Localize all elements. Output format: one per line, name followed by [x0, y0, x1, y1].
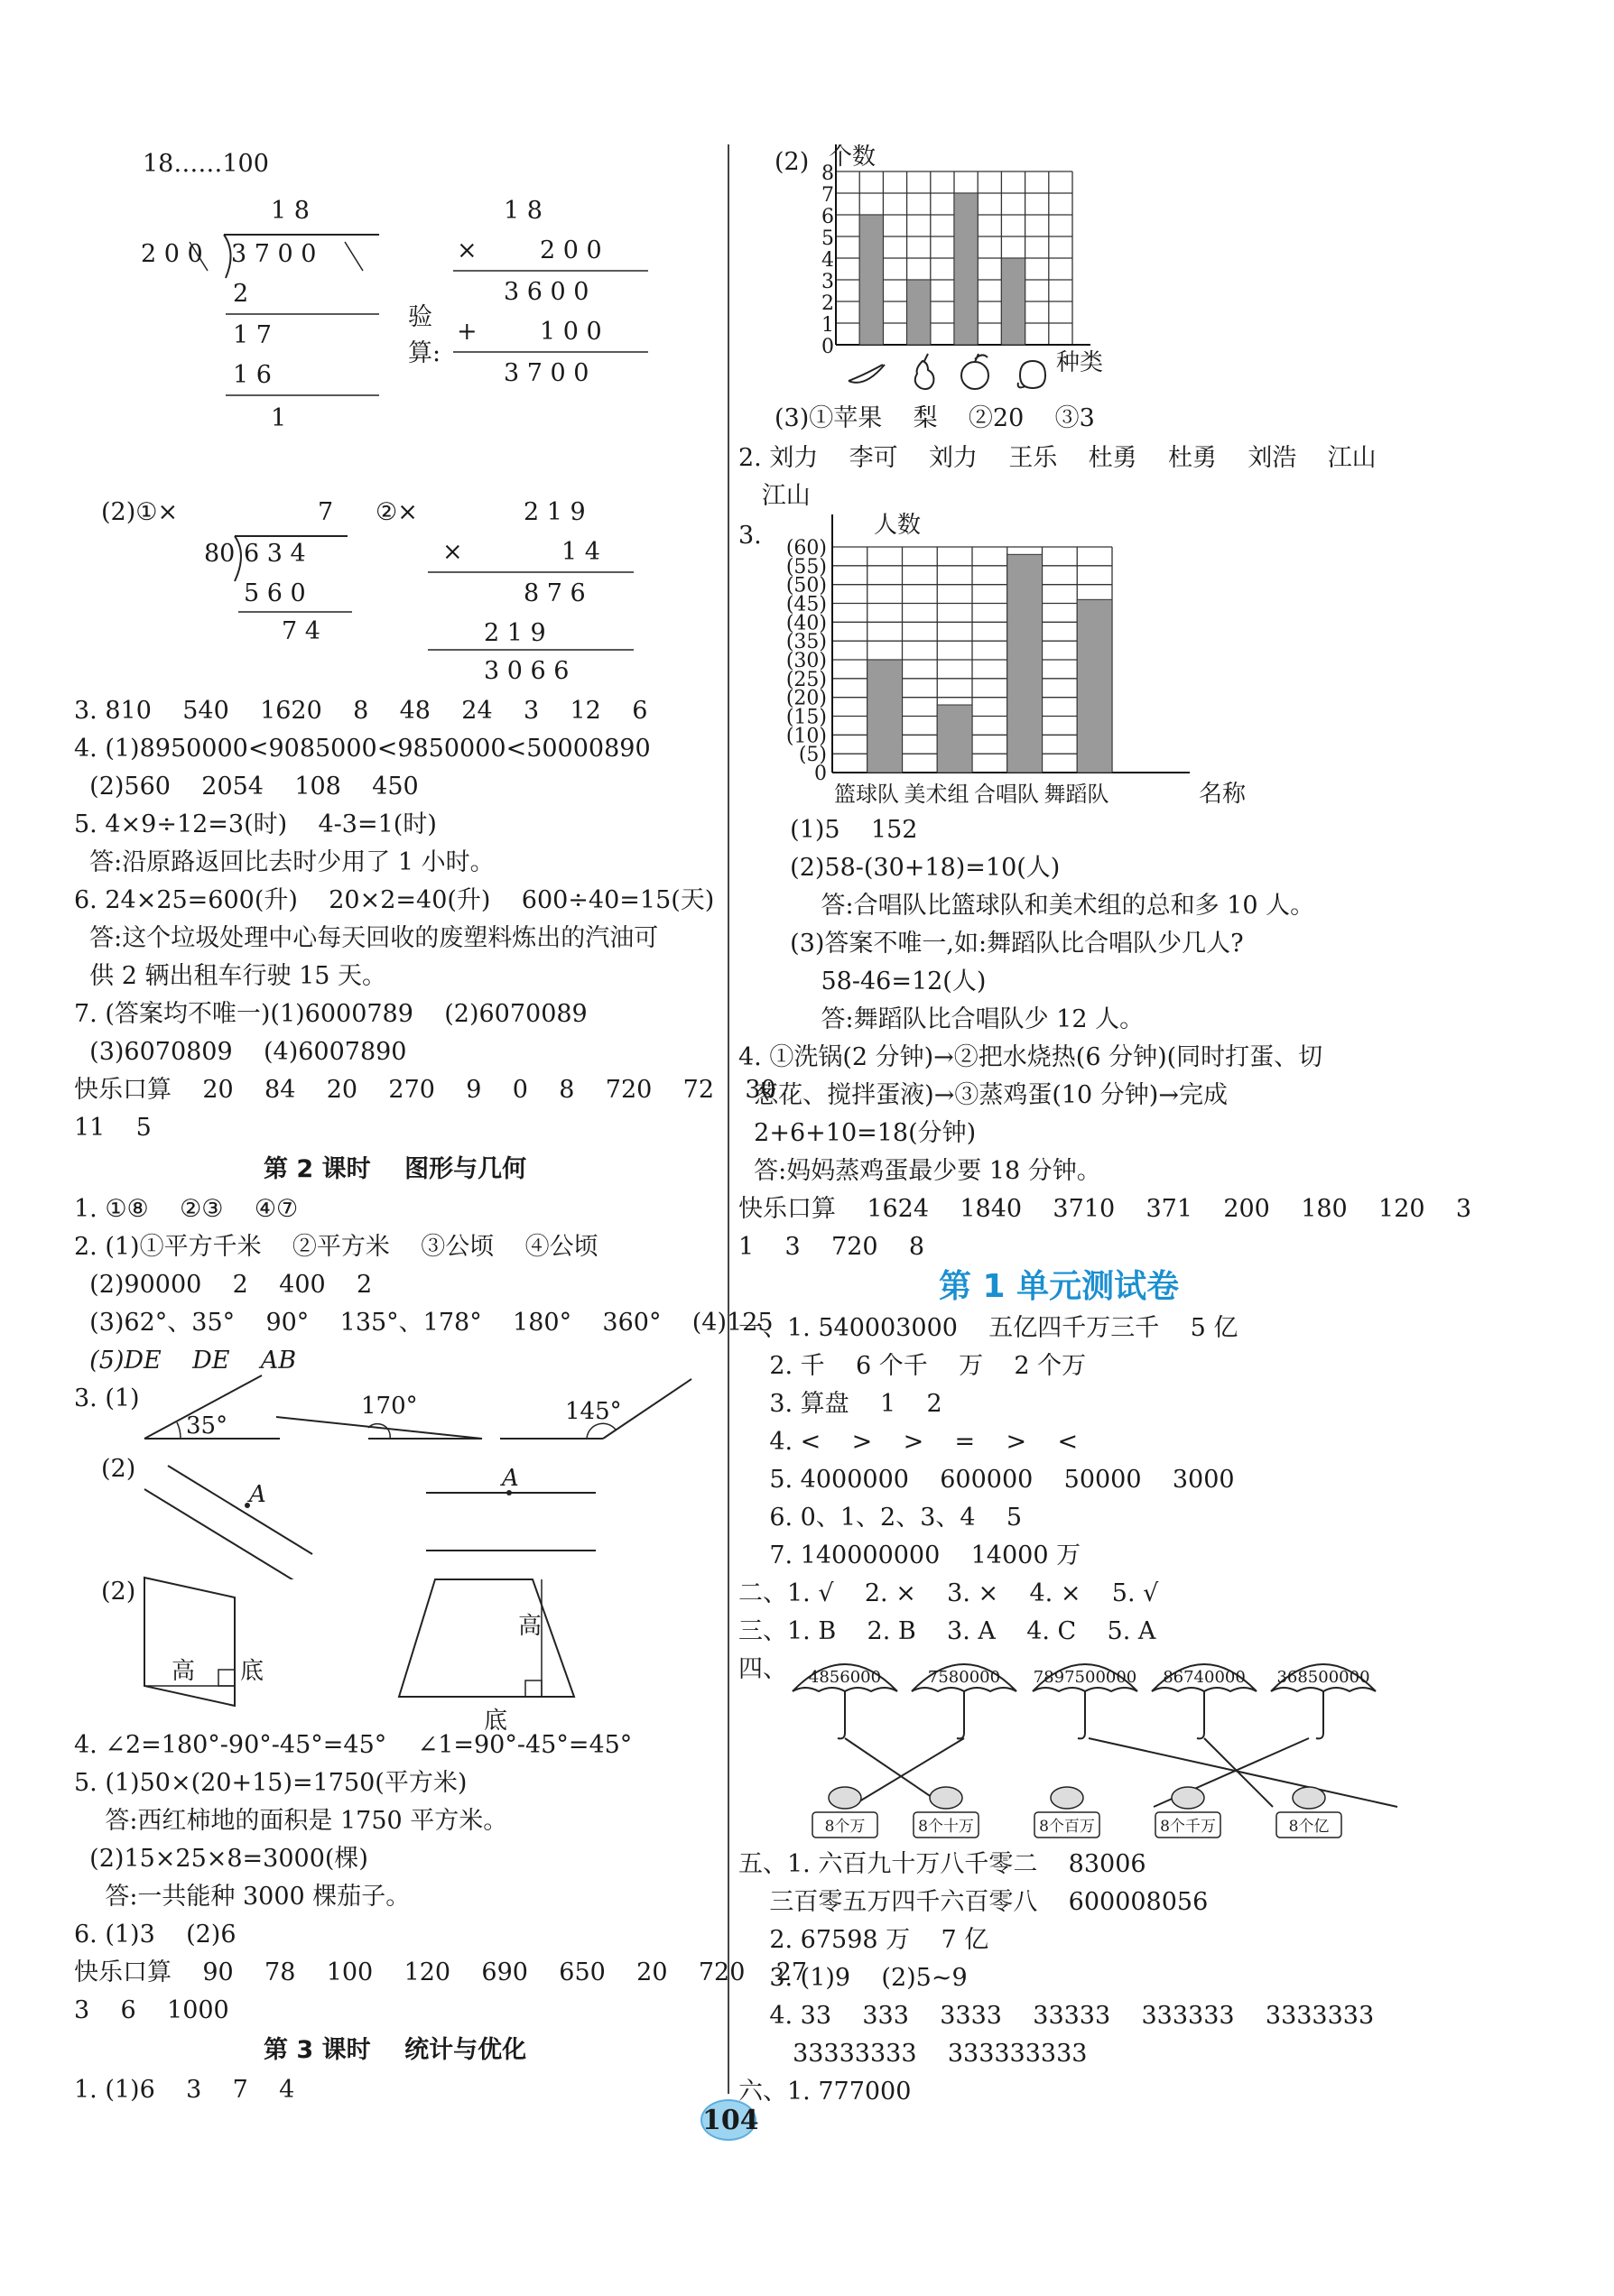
chart1-ytick: 8 — [821, 162, 834, 185]
line-g4: 4. ∠2=180°-90°-45°=45° ∠1=90°-45°=45° — [74, 1731, 633, 1759]
check-b: 2 0 0 — [540, 236, 602, 264]
chart2-category-label: 篮球队 — [834, 782, 899, 807]
line-t5-3: 3. (1)9 (2)5~9 — [738, 1964, 968, 1992]
chart2-category-label: 美术组 — [904, 782, 969, 807]
lesson-heading-2: 第 2 课时 图形与几何 — [264, 1155, 527, 1183]
div1-r2: 1 7 — [233, 321, 272, 349]
line-r4-cont: 葱花、搅拌蛋液)→③蒸鸡蛋(10 分钟)→完成 — [738, 1081, 1228, 1109]
line-7-cont: (3)6070809 (4)6007890 — [74, 1038, 407, 1066]
apple-icon — [961, 354, 988, 389]
chart2-ytick: (25) — [785, 668, 827, 691]
verify-multiplication — [404, 190, 666, 397]
animal-icon — [930, 1787, 962, 1809]
point-a-2: A — [502, 1465, 519, 1492]
chart2-xlabel: 名称 — [1199, 781, 1247, 808]
chart2-bar — [1077, 599, 1112, 773]
height-drawings — [135, 1570, 605, 1733]
div1-r3: 1 6 — [233, 361, 272, 389]
line-t5-2: 2. 67598 万 7 亿 — [738, 1926, 989, 1954]
line-t1-4: 4. < > > = > < — [738, 1428, 1079, 1456]
line-t5-1-b: 三百零五万四千六百零八 600008056 — [738, 1888, 1209, 1916]
line-r2-cont: 江山 — [738, 482, 811, 510]
chart1-ytick: 7 — [821, 184, 834, 207]
line-g-mental-cont: 3 6 1000 — [74, 1996, 229, 2024]
chart2-bar — [867, 660, 903, 773]
animal-icon — [1293, 1787, 1325, 1809]
line-range: 18……100 — [143, 150, 269, 178]
line-g5-2: (2)15×25×8=3000(棵) — [74, 1845, 368, 1873]
lesson-heading-3: 第 3 课时 统计与优化 — [264, 2036, 527, 2064]
mul2-e: 3 0 6 6 — [484, 657, 570, 685]
div2-divisor: 80 — [204, 540, 236, 568]
umbrella-number: 4856000 — [808, 1668, 882, 1687]
chart2-category-label: 合唱队 — [974, 782, 1039, 807]
line-t1-1: 一、1. 540003000 五亿四千万三千 5 亿 — [738, 1314, 1238, 1342]
mul2-c: 8 7 6 — [524, 579, 586, 607]
line-t5-4: 4. 33 333 3333 33333 333333 3333333 — [738, 2002, 1375, 2030]
line-r4: 4. ①洗锅(2 分钟)→②把水烧热(6 分钟)(同时打蛋、切 — [738, 1043, 1323, 1071]
div1-divisor: 2 0 0 — [141, 240, 203, 268]
line-r3-3-answer: 答:舞蹈队比合唱队少 12 人。 — [775, 1005, 1145, 1033]
check-e: 3 7 0 0 — [504, 359, 589, 387]
animal-icon — [1051, 1787, 1083, 1809]
fruit-icons — [849, 354, 1045, 389]
line-g-mental: 快乐口算 90 78 100 120 690 650 20 720 27 — [74, 1958, 808, 1986]
line-t1-3: 3. 算盘 1 2 — [738, 1390, 942, 1418]
chart2-ytick: (60) — [785, 537, 827, 560]
chart2-bar — [937, 705, 972, 773]
line-r3-3: (3)答案不唯一,如:舞蹈队比合唱队少几人? — [775, 930, 1244, 958]
umbrella — [1152, 1664, 1257, 1738]
right-column — [731, 0, 1614, 2296]
umbrella-number: 7580000 — [927, 1668, 1001, 1687]
check-op1: × — [457, 236, 478, 264]
chart1-xlabel: 种类 — [1056, 349, 1104, 376]
chart1-bar — [1001, 258, 1025, 345]
chart2-ytick: 0 — [814, 763, 827, 785]
line-2-1-label: (2)①× — [101, 498, 179, 526]
line-t1-2: 2. 千 6 个千 万 2 个万 — [738, 1352, 1087, 1380]
chart2-ytick: (15) — [785, 706, 827, 729]
line-t1-7: 7. 140000000 14000 万 — [738, 1541, 1081, 1569]
parallelogram-base-label: 底 — [240, 1658, 264, 1685]
chart1-ytick: 4 — [821, 249, 834, 272]
line-g3-2: (2) — [101, 1455, 136, 1483]
tag-label: 8个千万 — [1160, 1818, 1216, 1836]
animal-tag — [1034, 1787, 1099, 1838]
chart2-ytick: (5) — [798, 744, 827, 767]
div1-quotient: 1 8 — [271, 197, 310, 225]
animal-tag — [1155, 1787, 1220, 1838]
chart2-label: 3. — [738, 522, 762, 550]
line-t4: 四、 — [738, 1655, 787, 1683]
line-g5-2-answer: 答:一共能种 3000 棵茄子。 — [74, 1883, 411, 1911]
line-5: 5. 4×9÷12=3(时) 4-3=1(时) — [74, 810, 437, 838]
unit-test-title: 第 1 单元测试卷 — [939, 1268, 1180, 1305]
div2-quotient: 7 — [318, 498, 334, 526]
trapezoid-base-label: 底 — [484, 1708, 508, 1733]
angle-35: 35° — [186, 1412, 228, 1440]
chart1-bar — [859, 215, 883, 345]
umbrella-handle — [1078, 1691, 1085, 1738]
animal-tag — [812, 1787, 877, 1838]
animal-tag — [914, 1787, 979, 1838]
umbrella — [1033, 1664, 1137, 1738]
chart2-ytick: (45) — [785, 593, 827, 616]
line-6: 6. 24×25=600(升) 20×2=40(升) 600÷40=15(天) — [74, 886, 715, 914]
line-mental-math-cont: 11 5 — [74, 1114, 152, 1142]
check-label-2: 算: — [408, 339, 441, 367]
line-mental-math: 快乐口算 20 84 20 270 9 0 8 720 72 30 — [74, 1076, 776, 1104]
animal-icon — [1172, 1787, 1204, 1809]
animal-icon — [829, 1787, 861, 1809]
line-t1-6: 6. 0、1、2、3、4 5 — [738, 1504, 1023, 1532]
tag-label: 8个十万 — [918, 1818, 974, 1836]
mul2-a: 2 1 9 — [524, 498, 586, 526]
point-a-1: A — [249, 1481, 266, 1508]
line-g6: 6. (1)3 (2)6 — [74, 1921, 237, 1949]
chart2-ylabel: 人数 — [874, 512, 922, 539]
line-g5-answer: 答:西红柿地的面积是 1750 平方米。 — [74, 1807, 508, 1835]
line-r-mental-cont: 1 3 720 8 — [738, 1233, 925, 1261]
umbrella-handle — [957, 1691, 964, 1738]
chart1-ytick: 3 — [821, 271, 834, 293]
line-t6: 六、1. 777000 — [738, 2078, 912, 2106]
mul2-op: × — [442, 538, 463, 566]
div1-r1: 2 — [233, 280, 249, 308]
chart1-ytick: 5 — [821, 227, 834, 250]
line-4-2: (2)560 2054 108 450 — [74, 773, 419, 801]
mul2-b: 1 4 — [561, 538, 600, 566]
line-r3-3-calc: 58-46=12(人) — [775, 967, 987, 995]
div1-r4: 1 — [271, 404, 287, 432]
parallel-lines-drawing — [135, 1453, 605, 1579]
line-7: 7. (答案均不唯一)(1)6000789 (2)6070089 — [74, 1000, 588, 1028]
long-division-1 — [135, 190, 406, 442]
umbrella-matching-diagram — [787, 1648, 1563, 1847]
mul2-d: 2 1 9 — [484, 619, 546, 647]
umbrella-number: 7897500000 — [1033, 1668, 1137, 1687]
chart2-ytick: (55) — [785, 555, 827, 579]
peach-icon — [1018, 361, 1045, 388]
long-division-2 — [199, 495, 379, 653]
chart2-ytick: (30) — [785, 650, 827, 672]
check-op2: + — [457, 318, 478, 346]
chart2-bar — [1007, 554, 1043, 773]
div1-dividend: 3 7 0 0 — [231, 240, 317, 268]
angle-145: 145° — [565, 1398, 622, 1425]
line-5-answer: 答:沿原路返回比去时少用了 1 小时。 — [74, 848, 495, 876]
check-a: 1 8 — [504, 197, 543, 225]
line-g3: 3. (1) — [74, 1384, 140, 1412]
group-bar-chart — [776, 511, 1264, 809]
fruit-bar-chart — [789, 144, 1150, 397]
check-c: 3 6 0 0 — [504, 278, 589, 306]
umbrella — [912, 1664, 1016, 1738]
line-r-mental: 快乐口算 1624 1840 3710 371 200 180 120 3 — [738, 1195, 1472, 1223]
umbrella — [793, 1664, 897, 1738]
umbrella-number: 368500000 — [1276, 1668, 1370, 1687]
line-t1-5: 5. 4000000 600000 50000 3000 — [738, 1466, 1235, 1494]
chart1-ytick: 1 — [821, 314, 834, 337]
line-g3-3: (2) — [101, 1578, 136, 1606]
check-label-1: 验 — [408, 303, 432, 331]
line-g1: 1. ①⑧ ②③ ④⑦ — [74, 1195, 299, 1223]
line-s1: 1. (1)6 3 7 4 — [74, 2076, 295, 2104]
line-g2-5: (5)DE DE AB — [74, 1347, 297, 1375]
chart1-bar — [954, 193, 978, 345]
mul2-label: ②× — [376, 498, 418, 526]
line-t5-4-cont: 33333333 333333333 — [738, 2040, 1088, 2068]
umbrella-number: 86740000 — [1163, 1668, 1246, 1687]
multiplication-2 — [372, 487, 652, 686]
umbrella-handle — [1197, 1691, 1204, 1738]
chart2-ytick: (40) — [785, 612, 827, 635]
chart2-ytick: (50) — [785, 574, 827, 597]
umbrella — [1271, 1664, 1376, 1738]
chart1-label: (2) — [775, 148, 810, 176]
line-t5-1: 五、1. 六百九十万八千零二 83006 — [738, 1850, 1146, 1878]
tag-label: 8个百万 — [1039, 1818, 1095, 1836]
umbrella-handle — [838, 1691, 845, 1738]
line-r3-1: (1)5 152 — [775, 816, 918, 844]
line-r4-answer: 答:妈妈蒸鸡蛋最少要 18 分钟。 — [738, 1157, 1101, 1185]
line-4: 4. (1)8950000<9085000<9850000<50000890 — [74, 735, 651, 763]
check-d: 1 0 0 — [540, 318, 602, 346]
line-t2: 二、1. √ 2. × 3. × 4. × 5. √ — [738, 1579, 1159, 1607]
chart2-category-label: 舞蹈队 — [1044, 782, 1109, 807]
line-g2-3: (3)62°、35° 90° 135°、178° 180° 360° (4)125 — [74, 1309, 774, 1337]
chart1-ytick: 6 — [821, 206, 834, 228]
pear-icon — [915, 354, 934, 389]
trapezoid-height-label: 高 — [518, 1613, 543, 1640]
div2-r1: 5 6 0 — [244, 579, 306, 607]
chart2-ytick: (10) — [785, 725, 827, 748]
line-6-answer-cont: 供 2 辆出租车行驶 15 天。 — [74, 962, 387, 990]
line-r2: 2. 刘力 李可 刘力 王乐 杜勇 杜勇 刘浩 江山 — [738, 444, 1377, 472]
line-r3-2-answer: 答:合唱队比篮球队和美术组的总和多 10 人。 — [775, 892, 1315, 920]
line-r4-calc: 2+6+10=18(分钟) — [738, 1119, 977, 1147]
line-g2-2: (2)90000 2 400 2 — [74, 1271, 373, 1299]
line-g5: 5. (1)50×(20+15)=1750(平方米) — [74, 1769, 468, 1797]
div2-dividend: 6 3 4 — [244, 540, 306, 568]
line-g2: 2. (1)①平方千米 ②平方米 ③公顷 ④公顷 — [74, 1233, 598, 1261]
line-chart1-3: (3)①苹果 梨 ②20 ③3 — [775, 404, 1095, 432]
line-t3: 三、1. B 2. B 3. A 4. C 5. A — [738, 1617, 1156, 1645]
line-r3-2: (2)58-(30+18)=10(人) — [775, 854, 1061, 882]
line-3: 3. 810 540 1620 8 48 24 3 12 6 — [74, 697, 648, 725]
div2-r2: 7 4 — [282, 617, 320, 645]
chart1-ytick: 0 — [821, 336, 834, 358]
tag-label: 8个万 — [824, 1818, 866, 1836]
animal-tag — [1276, 1787, 1341, 1838]
chart2-ytick: (20) — [785, 687, 827, 710]
angle-170: 170° — [361, 1393, 418, 1420]
umbrella-handle — [1316, 1691, 1323, 1738]
tag-label: 8个亿 — [1288, 1818, 1330, 1836]
chart1-bar — [907, 280, 931, 345]
line-6-answer: 答:这个垃圾处理中心每天回收的废塑料炼出的汽油可 — [74, 924, 659, 952]
parallelogram-height-label: 高 — [172, 1658, 196, 1685]
page-number: 104 — [700, 2099, 756, 2141]
chart1-ytick: 2 — [821, 292, 834, 315]
chart1-ylabel: 个数 — [829, 144, 877, 171]
chart2-ytick: (35) — [785, 631, 827, 654]
